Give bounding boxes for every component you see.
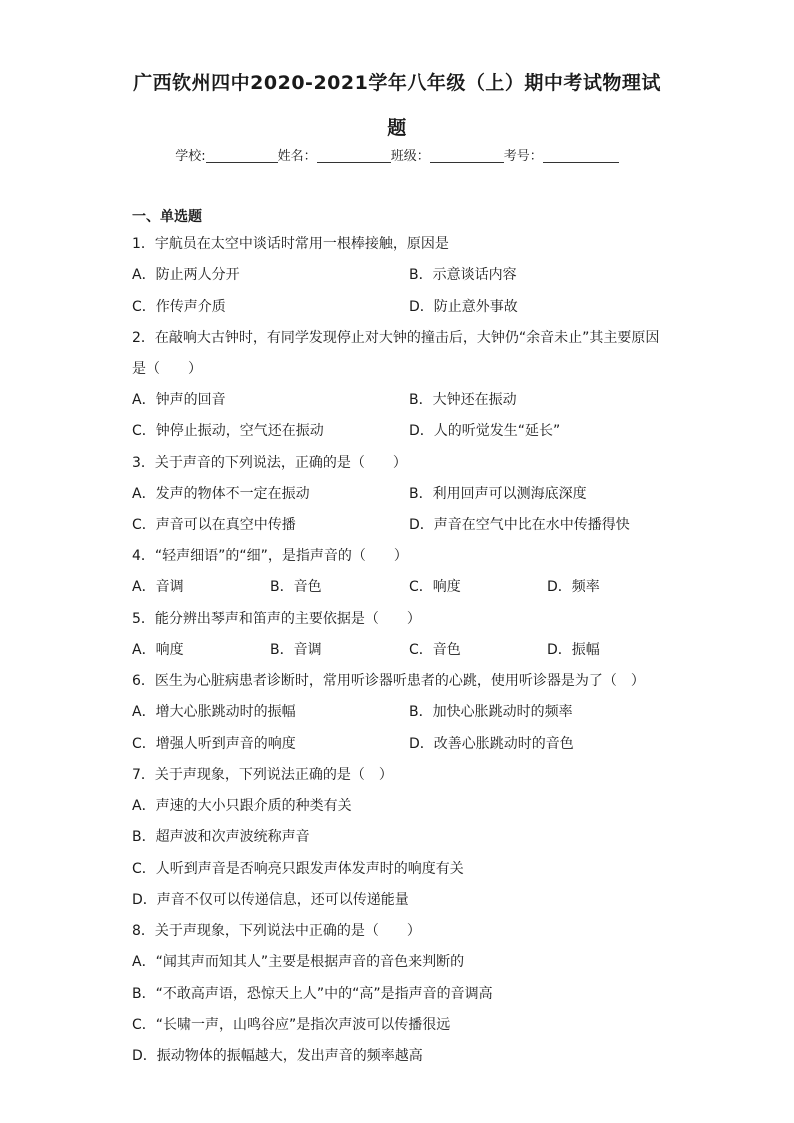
- name-blank: [317, 149, 391, 163]
- exam-title-line2: 题: [387, 117, 407, 139]
- number-label: 考号：: [503, 149, 543, 164]
- q3-option-d: D．声音在空气中比在水中传播得快: [409, 517, 630, 533]
- q7-option-a: A．声速的大小只跟介质的种类有关: [132, 798, 352, 814]
- q2-option-a: A．钟声的回音: [132, 392, 226, 408]
- q3-option-c: C．声音可以在真空中传播: [132, 517, 296, 533]
- q5-option-c: C．音色: [409, 642, 461, 658]
- q5-option-d: D．振幅: [547, 642, 600, 658]
- q2-option-b: B．大钟还在振动: [409, 392, 517, 408]
- q8-option-a: A．“闻其声而知其人”主要是根据声音的音色来判断的: [132, 954, 465, 970]
- q6-option-a: A．增大心胀跳动时的振幅: [132, 704, 296, 720]
- question-5-stem: 5．能分辨出琴声和笛声的主要依据是（ ）: [132, 611, 421, 627]
- class-label: 班级：: [390, 149, 430, 164]
- q8-option-d: D．振动物体的振幅越大，发出声音的频率越高: [132, 1048, 423, 1064]
- question-7-stem: 7．关于声现象，下列说法正确的是（ ）: [132, 767, 393, 783]
- q1-option-b: B．示意谈话内容: [409, 267, 517, 283]
- q6-option-c: C．增强人听到声音的响度: [132, 736, 296, 752]
- school-blank: [206, 149, 278, 163]
- q8-option-c: C．“长啸一声，山鸣谷应”是指次声波可以传播很远: [132, 1017, 451, 1033]
- question-6-stem: 6．医生为心脏病患者诊断时，常用听诊器听患者的心跳，使用听诊器是为了（ ）: [132, 673, 645, 689]
- school-label: 学校:: [175, 149, 206, 164]
- q3-option-a: A．发声的物体不一定在振动: [132, 486, 310, 502]
- question-4-stem: 4．“轻声细语”的“细”，是指声音的（ ）: [132, 548, 408, 564]
- q4-option-d: D．频率: [547, 579, 600, 595]
- q5-option-b: B．音调: [270, 642, 322, 658]
- question-1-stem: 1．宇航员在太空中谈话时常用一根棒接触，原因是: [132, 236, 449, 252]
- question-2-stem: 2．在敲响大古钟时，有同学发现停止对大钟的撞击后，大钟仍“余音未止”其主要原因: [132, 330, 660, 346]
- question-2-stem-cont: 是（ ）: [132, 361, 202, 377]
- q7-option-c: C．人听到声音是否响亮只跟发声体发声时的响度有关: [132, 861, 464, 877]
- q6-option-d: D．改善心胀跳动时的音色: [409, 736, 574, 752]
- q5-option-a: A．响度: [132, 642, 184, 658]
- q4-option-a: A．音调: [132, 579, 184, 595]
- student-info-row: [0, 145, 794, 164]
- q7-option-b: B．超声波和次声波统称声音: [132, 829, 310, 845]
- question-8-stem: 8．关于声现象，下列说法中正确的是（ ）: [132, 923, 421, 939]
- class-blank: [430, 149, 504, 163]
- exam-title-line1: 广西钦州四中2020-2021学年八年级（上）期中考试物理试: [133, 72, 661, 94]
- q1-option-c: C．作传声介质: [132, 299, 226, 315]
- question-3-stem: 3．关于声音的下列说法，正确的是（ ）: [132, 455, 407, 471]
- q6-option-b: B．加快心胀跳动时的频率: [409, 704, 573, 720]
- number-blank: [543, 149, 619, 163]
- q1-option-d: D．防止意外事故: [409, 299, 518, 315]
- q2-option-c: C．钟停止振动，空气还在振动: [132, 423, 324, 439]
- q7-option-d: D．声音不仅可以传递信息，还可以传递能量: [132, 892, 409, 908]
- q4-option-c: C．响度: [409, 579, 461, 595]
- q3-option-b: B．利用回声可以测海底深度: [409, 486, 587, 502]
- section-heading: 一、单选题: [132, 209, 202, 225]
- q2-option-d: D．人的听觉发生“延长”: [409, 423, 561, 439]
- q8-option-b: B．“不敢高声语，恐惊天上人”中的“高”是指声音的音调高: [132, 986, 493, 1002]
- q4-option-b: B．音色: [270, 579, 322, 595]
- q1-option-a: A．防止两人分开: [132, 267, 240, 283]
- name-label: 姓名：: [277, 149, 317, 164]
